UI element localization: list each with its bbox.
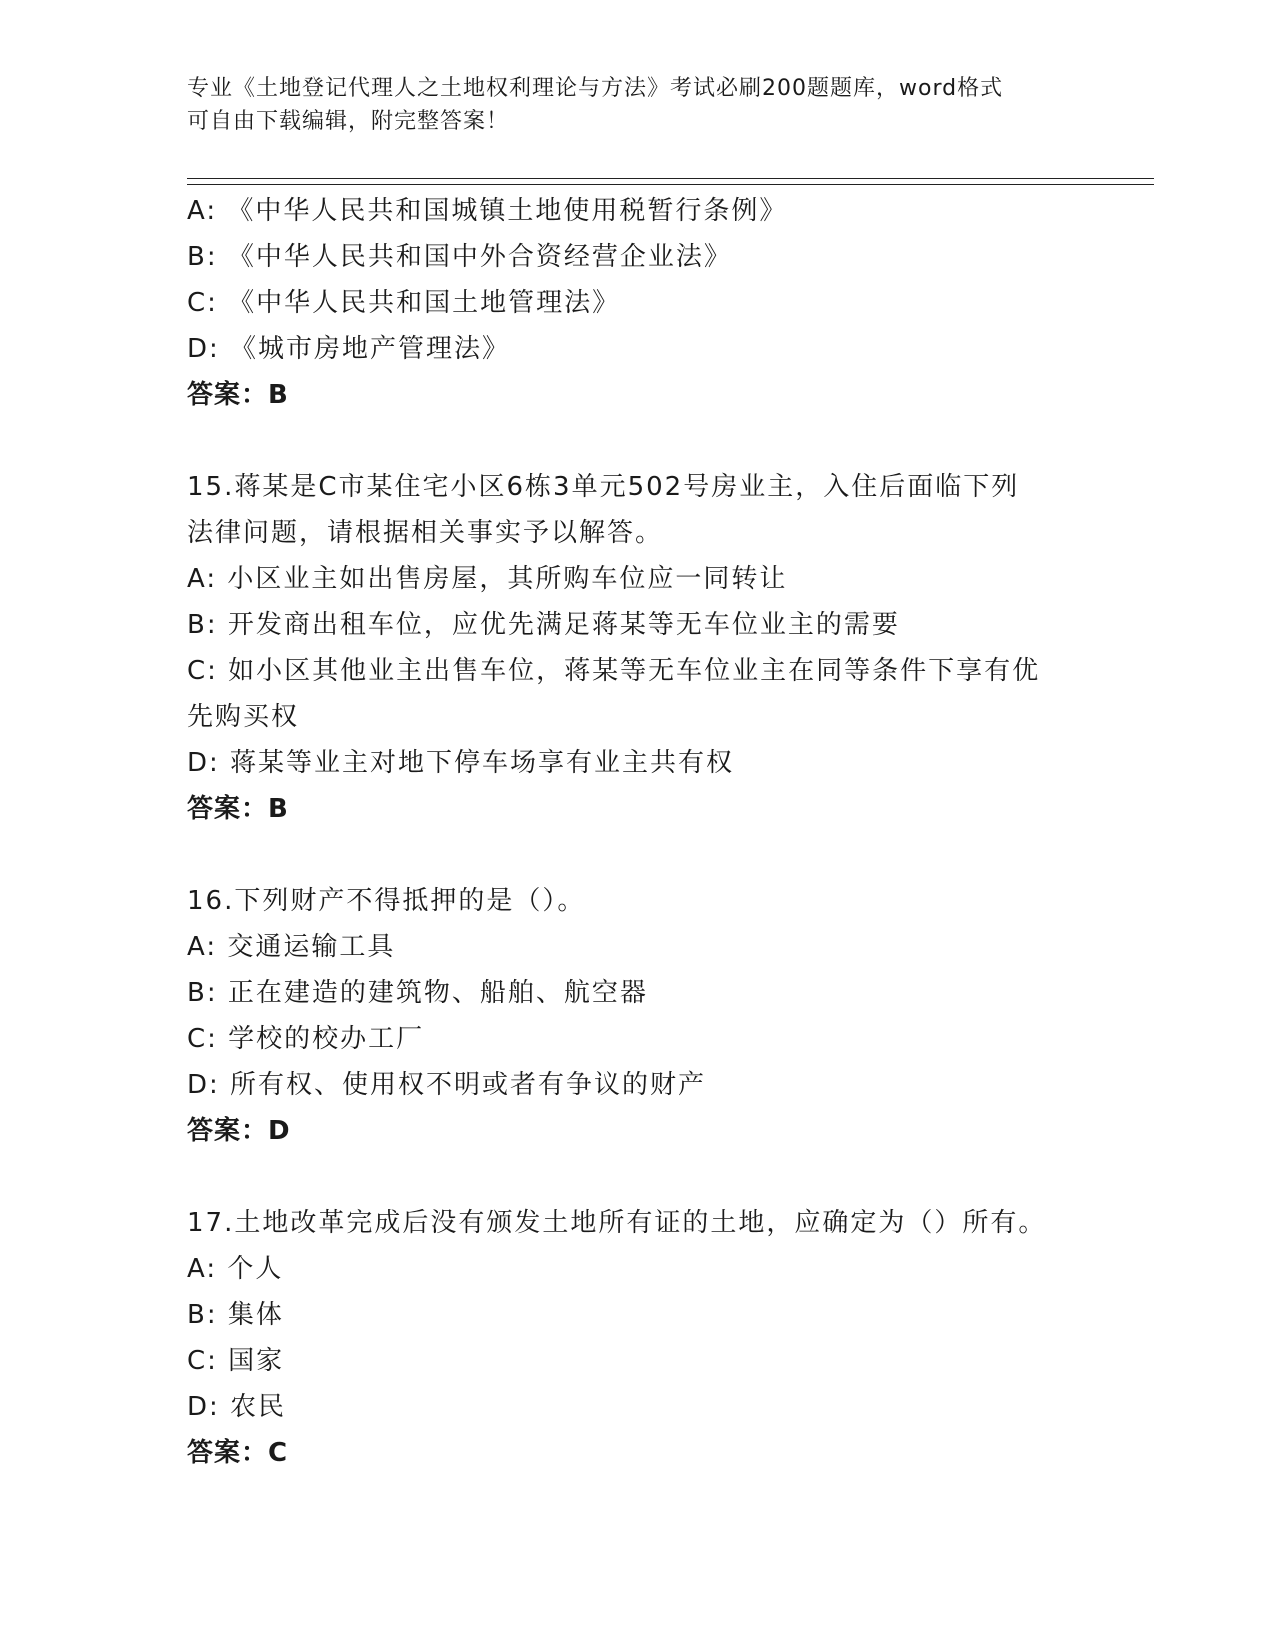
header-line-1: 专业《土地登记代理人之土地权利理论与方法》考试必刷200题题库，word格式 — [187, 76, 1004, 101]
option-b: B: 《中华人民共和国中外合资经营企业法》 — [187, 242, 732, 272]
answer-line: 答案：B — [187, 794, 289, 824]
header-rule-bottom — [187, 184, 1154, 185]
option-c-line-2: 先购买权 — [187, 702, 300, 732]
option-d: D: 农民 — [187, 1392, 287, 1422]
question-stem: 16.下列财产不得抵押的是（）。 — [187, 886, 586, 916]
question-15 — [187, 464, 1087, 832]
option-c: C: 国家 — [187, 1346, 285, 1376]
answer-line: 答案：D — [187, 1116, 291, 1146]
spacer — [187, 1154, 1087, 1200]
spacer — [187, 832, 1087, 878]
question-stem-line-1: 15.蒋某是C市某住宅小区6栋3单元502号房业主，入住后面临下列 — [187, 472, 1020, 502]
option-c: C: 《中华人民共和国土地管理法》 — [187, 288, 621, 318]
option-c: C: 学校的校办工厂 — [187, 1024, 425, 1054]
header-line-2: 可自由下载编辑，附完整答案！ — [187, 109, 510, 134]
option-b: B: 开发商出租车位，应优先满足蒋某等无车位业主的需要 — [187, 610, 900, 640]
document-header — [187, 72, 1067, 138]
option-a: A: 交通运输工具 — [187, 932, 396, 962]
spacer — [187, 418, 1087, 464]
option-b: B: 正在建造的建筑物、船舶、航空器 — [187, 978, 648, 1008]
option-a: A: 小区业主如出售房屋，其所购车位应一同转让 — [187, 564, 788, 594]
option-d: D: 蒋某等业主对地下停车场享有业主共有权 — [187, 748, 735, 778]
question-16 — [187, 878, 1087, 1154]
option-d: D: 《城市房地产管理法》 — [187, 334, 511, 364]
option-a: A: 个人 — [187, 1254, 284, 1284]
option-a: A: 《中华人民共和国城镇土地使用税暂行条例》 — [187, 196, 788, 226]
answer-line: 答案：B — [187, 380, 289, 410]
question-17 — [187, 1200, 1087, 1476]
answer-line: 答案：C — [187, 1438, 289, 1468]
option-d: D: 所有权、使用权不明或者有争议的财产 — [187, 1070, 707, 1100]
option-b: B: 集体 — [187, 1300, 284, 1330]
question-list — [187, 188, 1087, 1476]
question-stem-line-2: 法律问题，请根据相关事实予以解答。 — [187, 518, 664, 548]
option-c-line-1: C: 如小区其他业主出售车位，蒋某等无车位业主在同等条件下享有优 — [187, 656, 1041, 686]
question-14 — [187, 188, 1087, 418]
question-stem: 17.土地改革完成后没有颁发土地所有证的土地，应确定为（）所有。 — [187, 1208, 1047, 1238]
header-rule-top — [187, 178, 1154, 179]
